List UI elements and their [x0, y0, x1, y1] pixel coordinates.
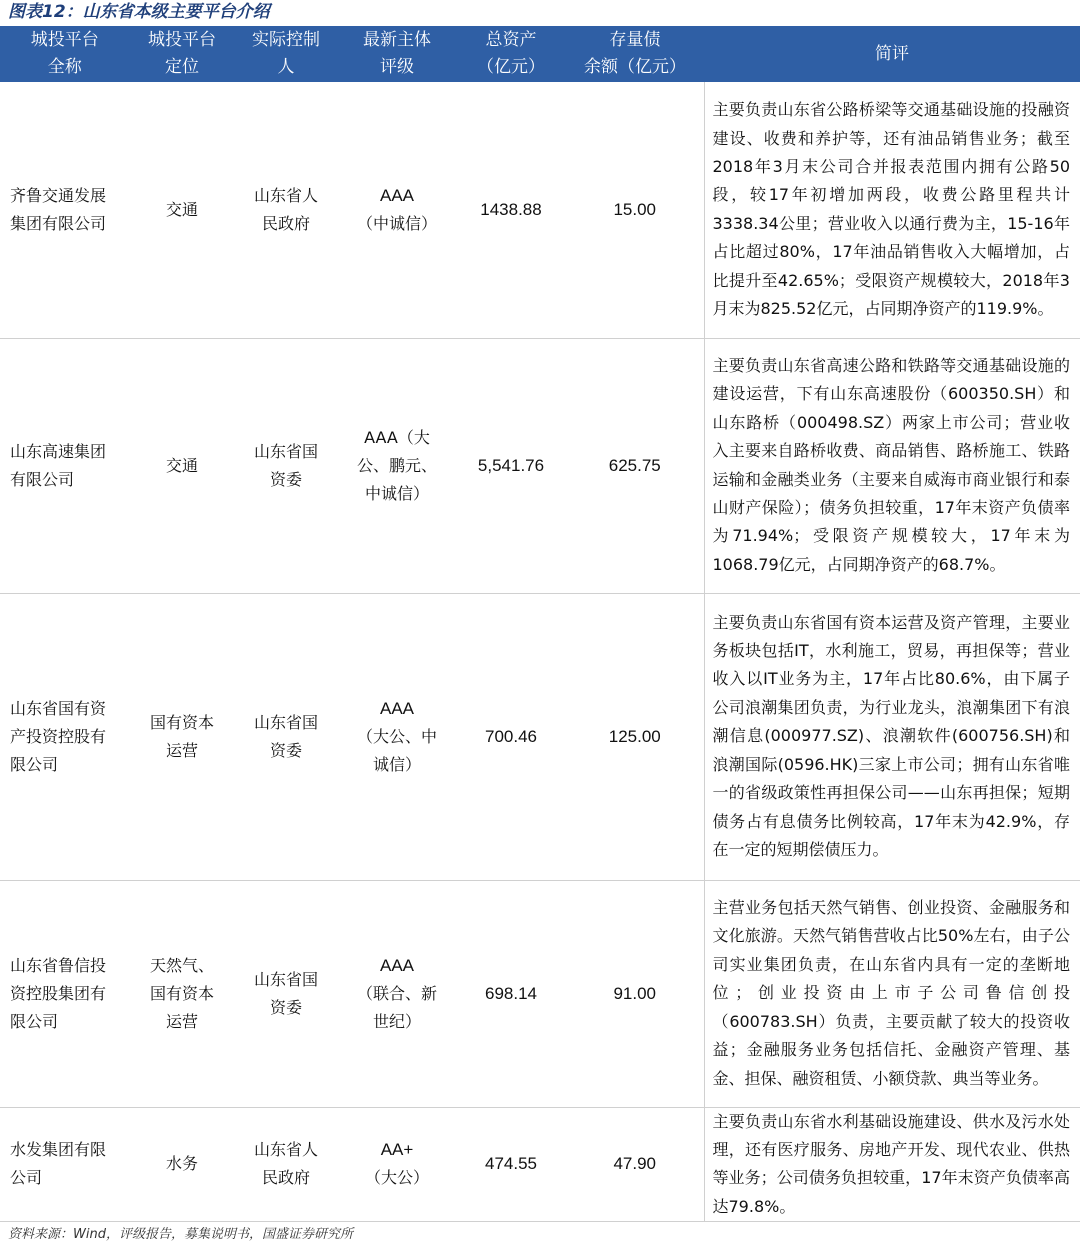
header-name: 城投平台 全称 [0, 26, 130, 82]
cell-assets: 474.55 [456, 1107, 566, 1222]
figure-caption: 图表12：山东省本级主要平台介绍 [8, 2, 270, 22]
header-rating: 最新主体 评级 [338, 26, 456, 82]
platform-table [0, 26, 1080, 1222]
cell-note: 主要负责山东省水利基础设施建设、供水及污水处理，还有医疗服务、房地产开发、现代农业、供热等业务；公司债务负担较重，17年末资产负债率高达79.8%。 [704, 1107, 1080, 1222]
cell-rating: AAA （中诚信） [338, 82, 456, 338]
cell-bonds: 91.00 [566, 880, 704, 1107]
cell-note: 主要负责山东省国有资本运营及资产管理，主要业务板块包括IT，水利施工，贸易，再担保等；营业收入以IT业务为主，17年占比80.6%，由下属子公司浪潮集团负责，为行业龙头，浪潮集团下有浪潮信息(000977.SZ)、浪潮软件(600756.SH)和浪潮国际(0596.HK)三家上市公司；拥有山东省唯一的省级政策性再担保公司——山东再担保；短期债务占有息债务比例较高，17年末为42.9%，存在一定的短期偿债压力。 [704, 593, 1080, 880]
cell-bonds: 125.00 [566, 593, 704, 880]
cell-position: 水务 [130, 1107, 234, 1222]
table-row [0, 1107, 1080, 1222]
cell-position: 天然气、 国有资本 运营 [130, 880, 234, 1107]
header-note: 简评 [704, 26, 1080, 82]
cell-name: 水发集团有限 公司 [0, 1107, 130, 1222]
cell-assets: 5,541.76 [456, 338, 566, 593]
cell-note: 主要负责山东省公路桥梁等交通基础设施的投融资建设、收费和养护等，还有油品销售业务；截至2018年3月末公司合并报表范围内拥有公路50段，较17年初增加两段，收费公路里程共计3338.34公里；营业收入以通行费为主，15-16年占比超过80%，17年油品销售收入大幅增加，占比提升至42.65%；受限资产规模较大，2018年3月末为825.52亿元，占同期净资产的119.9%。 [704, 82, 1080, 338]
cell-assets: 1438.88 [456, 82, 566, 338]
table-row [0, 338, 1080, 593]
header-assets: 总资产 （亿元） [456, 26, 566, 82]
cell-assets: 698.14 [456, 880, 566, 1107]
cell-position: 交通 [130, 82, 234, 338]
cell-controller: 山东省国 资委 [234, 880, 338, 1107]
cell-note: 主营业务包括天然气销售、创业投资、金融服务和文化旅游。天然气销售营收占比50%左右，由子公司实业集团负责，在山东省内具有一定的垄断地位；创业投资由上市子公司鲁信创投（600783.SH）负责，主要贡献了较大的投资收益；金融服务业务包括信托、金融资产管理、基金、担保、融资租赁、小额贷款、典当等业务。 [704, 880, 1080, 1107]
cell-name: 山东省鲁信投 资控股集团有 限公司 [0, 880, 130, 1107]
cell-name: 齐鲁交通发展 集团有限公司 [0, 82, 130, 338]
source-footer: 资料来源：Wind，评级报告，募集说明书，国盛证券研究所 [8, 1227, 353, 1242]
cell-rating: AAA （联合、新 世纪） [338, 880, 456, 1107]
cell-bonds: 15.00 [566, 82, 704, 338]
table-row [0, 880, 1080, 1107]
cell-rating: AAA （大公、中 诚信） [338, 593, 456, 880]
cell-controller: 山东省国 资委 [234, 338, 338, 593]
cell-rating: AA+ （大公） [338, 1107, 456, 1222]
table-row [0, 593, 1080, 880]
header-bonds: 存量债 余额（亿元） [566, 26, 704, 82]
cell-controller: 山东省人 民政府 [234, 82, 338, 338]
cell-controller: 山东省国 资委 [234, 593, 338, 880]
cell-position: 国有资本 运营 [130, 593, 234, 880]
cell-name: 山东高速集团 有限公司 [0, 338, 130, 593]
cell-position: 交通 [130, 338, 234, 593]
header-position: 城投平台 定位 [130, 26, 234, 82]
cell-bonds: 625.75 [566, 338, 704, 593]
table-row [0, 82, 1080, 338]
table-header [0, 26, 1080, 82]
cell-assets: 700.46 [456, 593, 566, 880]
cell-note: 主要负责山东省高速公路和铁路等交通基础设施的建设运营，下有山东高速股份（600350.SH）和山东路桥（000498.SZ）两家上市公司；营业收入主要来自路桥收费、商品销售、路桥施工、铁路运输和金融类业务（主要来自威海市商业银行和泰山财产保险）；债务负担较重，17年末资产负债率为71.94%；受限资产规模较大，17年末为1068.79亿元，占同期净资产的68.7%。 [704, 338, 1080, 593]
header-controller: 实际控制 人 [234, 26, 338, 82]
cell-controller: 山东省人 民政府 [234, 1107, 338, 1222]
cell-bonds: 47.90 [566, 1107, 704, 1222]
cell-rating: AAA（大 公、鹏元、 中诚信） [338, 338, 456, 593]
cell-name: 山东省国有资 产投资控股有 限公司 [0, 593, 130, 880]
